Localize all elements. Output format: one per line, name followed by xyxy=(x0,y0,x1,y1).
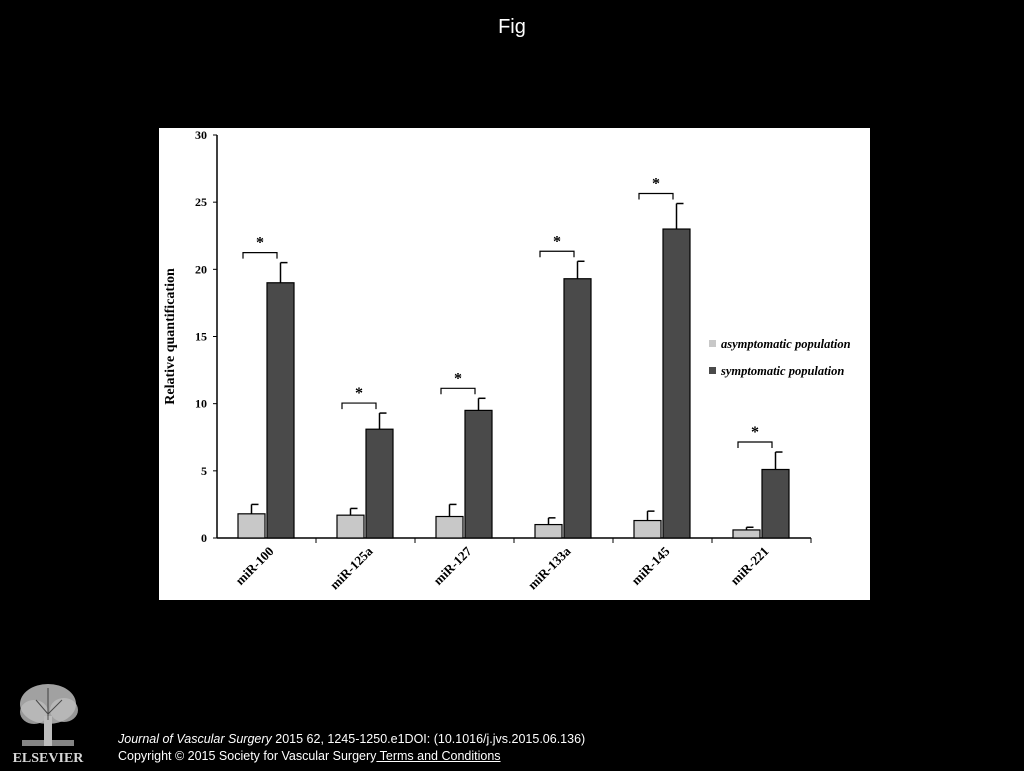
significance-bracket xyxy=(540,251,574,257)
slide-title: Fig xyxy=(498,16,526,38)
bar-asymptomatic xyxy=(535,525,562,538)
y-tick-label: 30 xyxy=(195,128,207,142)
terms-link[interactable]: Terms and Conditions xyxy=(376,749,501,763)
chart-panel xyxy=(159,128,870,600)
bar-symptomatic xyxy=(465,410,492,538)
bar-asymptomatic xyxy=(436,517,463,538)
x-tick-label: miR-125a xyxy=(326,543,376,593)
legend-label: asymptomatic population xyxy=(721,337,851,351)
significance-bracket xyxy=(342,403,376,409)
legend-label: symptomatic population xyxy=(721,364,845,378)
significance-bracket xyxy=(441,388,475,394)
bar-asymptomatic xyxy=(733,530,760,538)
elsevier-tree-icon xyxy=(8,680,88,766)
bar-symptomatic xyxy=(267,283,294,538)
x-tick-label: miR-100 xyxy=(232,543,277,588)
significance-marker: * xyxy=(652,175,660,193)
bar-asymptomatic xyxy=(634,521,661,538)
bar-asymptomatic xyxy=(238,514,265,538)
journal-name: Journal of Vascular Surgery xyxy=(118,732,272,746)
y-tick-label: 10 xyxy=(195,396,207,411)
y-tick-label: 20 xyxy=(195,262,207,277)
y-tick-label: 5 xyxy=(201,463,207,478)
y-tick-label: 25 xyxy=(195,195,207,210)
significance-marker: * xyxy=(256,234,264,252)
y-tick-label: 0 xyxy=(201,531,207,545)
citation-details: 2015 62, 1245-1250.e1DOI: (10.1016/j.jvs.2015.06.136) xyxy=(271,732,586,746)
significance-bracket xyxy=(243,253,277,259)
elsevier-logo-text: ELSEVIER xyxy=(12,751,84,766)
bar-symptomatic xyxy=(366,429,393,538)
bar-symptomatic xyxy=(564,279,591,538)
citation-line xyxy=(118,731,585,748)
bar-chart xyxy=(159,128,870,600)
legend-swatch xyxy=(709,367,716,374)
copyright-line xyxy=(118,748,585,765)
y-axis-title: Relative quantification xyxy=(163,268,178,405)
significance-marker: * xyxy=(355,385,363,403)
bar-symptomatic xyxy=(663,229,690,538)
x-tick-label: miR-145 xyxy=(628,543,673,588)
significance-marker: * xyxy=(454,370,462,388)
copyright-text: Copyright © 2015 Society for Vascular Surgery xyxy=(118,749,377,763)
citation-footer xyxy=(118,731,585,765)
x-tick-label: miR-221 xyxy=(727,543,772,588)
legend-swatch xyxy=(709,340,716,347)
bar-symptomatic xyxy=(762,469,789,538)
significance-bracket xyxy=(639,194,673,200)
significance-bracket xyxy=(738,442,772,448)
y-tick-label: 15 xyxy=(195,329,207,344)
significance-marker: * xyxy=(553,233,561,251)
x-tick-label: miR-133a xyxy=(524,543,574,593)
x-tick-label: miR-127 xyxy=(430,543,475,588)
significance-marker: * xyxy=(751,424,759,442)
bar-asymptomatic xyxy=(337,515,364,538)
elsevier-logo xyxy=(8,680,88,766)
